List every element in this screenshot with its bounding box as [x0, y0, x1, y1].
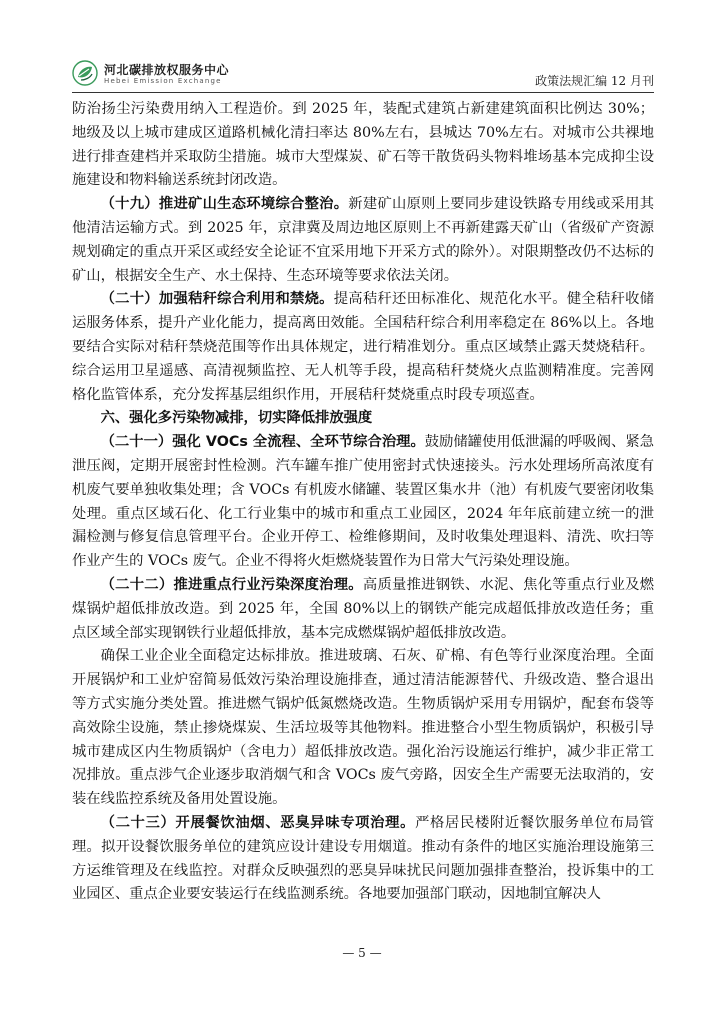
org-name: 河北碳排放权服务中心 [104, 63, 230, 77]
section-heading: （二十二）推进重点行业污染深度治理。 [100, 576, 363, 593]
header-divider [72, 92, 654, 93]
leaf-logo-icon [72, 60, 98, 86]
org-name-en: Hebei Emission Exchange [104, 77, 222, 85]
issue-title: 政策法规汇编 12 月刊 [535, 74, 654, 88]
section-heading: （二十）加强秸秆综合利用和禁烧。 [100, 291, 334, 308]
chapter-heading: 六、强化多污染物减排，切实降低排放强度 [100, 410, 373, 427]
section-text: 高质量推进钢铁、水泥、焦化等重点行业及燃煤锅炉超低排放改造。到 2025 年，全国 80%以上的钢铁产能完成超低排放改造任务；重点区域全部实现钢铁行业超低排放，基本完成燃煤锅炉超低排放改造。 [72, 576, 655, 641]
document-body [72, 98, 654, 907]
paragraph-section-23 [72, 812, 654, 907]
paragraph-section-21 [72, 431, 654, 574]
section-text: 提高秸秆还田标准化、规范化水平。健全秸秆收储运服务体系，提升产业化能力，提高离田效能。全国秸秆综合利用率稳定在 86%以上。各地要结合实际对秸秆禁烧范围等作出具体规定，进行精准划分。重点区域禁止露天焚烧秸秆。综合运用卫星遥感、高清视频监控、无人机等手段，提高秸秆焚烧火点监测精准度。完善网格化监管体系，充分发挥基层组织作用，开展秸秆焚烧重点时段专项巡查。 [72, 291, 655, 403]
section-heading: （十九）推进矿山生态环境综合整治。 [100, 196, 349, 213]
section-text: 鼓励储罐使用低泄漏的呼吸阀、紧急泄压阀，定期开展密封性检测。汽车罐车推广使用密封式快速接头。污水处理场所高浓度有机废气要单独收集处理；含 VOCs 有机废水储罐、装置区集水井（池）有机废气要密闭收集处理。重点区域石化、化工行业集中的城市和重点工业园区，2024 年年底前建立统一的泄漏检测与修复信息管理平台。企业开停工、检维修期间，及时收集处理退料、清洗、吹扫等作业产生的 VOCs 废气。企业不得将火炬燃烧装置作为日常大气污染处理设施。 [72, 434, 655, 570]
paragraph-section-19 [72, 193, 654, 288]
page-header [72, 58, 654, 92]
paragraph: 防治扬尘污染费用纳入工程造价。到 2025 年，装配式建筑占新建建筑面积比例达 30%；地级及以上城市建成区道路机械化清扫率达 80%左右，县城达 70%左右。对城市公共裸地进行排查建档并采取防尘措施。城市大型煤炭、矿石等干散货码头物料堆场基本完成抑尘设施建设和物料输送系统封闭改造。 [72, 101, 654, 189]
section-text: 新建矿山原则上要同步建设铁路专用线或采用其他清洁运输方式。到 2025 年，京津冀及周边地区原则上不再新建露天矿山（省级矿产资源规划确定的重点开采区或经安全论证不宜采用地下开采方式的除外）。对限期整改仍不达标的矿山，根据安全生产、水土保持、生态环境等要求依法关闭。 [72, 196, 655, 284]
section-heading: （二十一）强化 VOCs 全流程、全环节综合治理。 [100, 434, 425, 451]
page-number: — 5 — [342, 946, 382, 960]
paragraph-section-20 [72, 288, 654, 407]
paragraph: 确保工业企业全面稳定达标排放。推进玻璃、石灰、矿棉、有色等行业深度治理。全面开展锅炉和工业炉窑简易低效污染治理设施排查，通过清洁能源替代、升级改造、整合退出等方式实施分类处置。推进燃气锅炉低氮燃烧改造。生物质锅炉采用专用锅炉，配套布袋等高效除尘设施，禁止掺烧煤炭、生活垃圾等其他物料。推进整合小型生物质锅炉，积极引导城市建成区内生物质锅炉（含电力）超低排放改造。强化治污设施运行维护，减少非正常工况排放。重点涉气企业逐步取消烟气和含 VOCs 废气旁路，因安全生产需要无法取消的，安装在线监控系统及备用处置设施。 [72, 648, 654, 808]
section-text: 严格居民楼附近餐饮服务单位布局管理。拟开设餐饮服务单位的建筑应设计建设专用烟道。推动有条件的地区实施治理设施第三方运维管理及在线监控。对群众反映强烈的恶臭异味扰民问题加强排查整治，投诉集中的工业园区、重点企业要安装运行在线监测系统。各地要加强部门联动，因地制宜解决人 [72, 814, 655, 903]
section-heading: （二十三）开展餐饮油烟、恶臭异味专项治理。 [100, 814, 416, 831]
paragraph-section-22 [72, 574, 654, 645]
